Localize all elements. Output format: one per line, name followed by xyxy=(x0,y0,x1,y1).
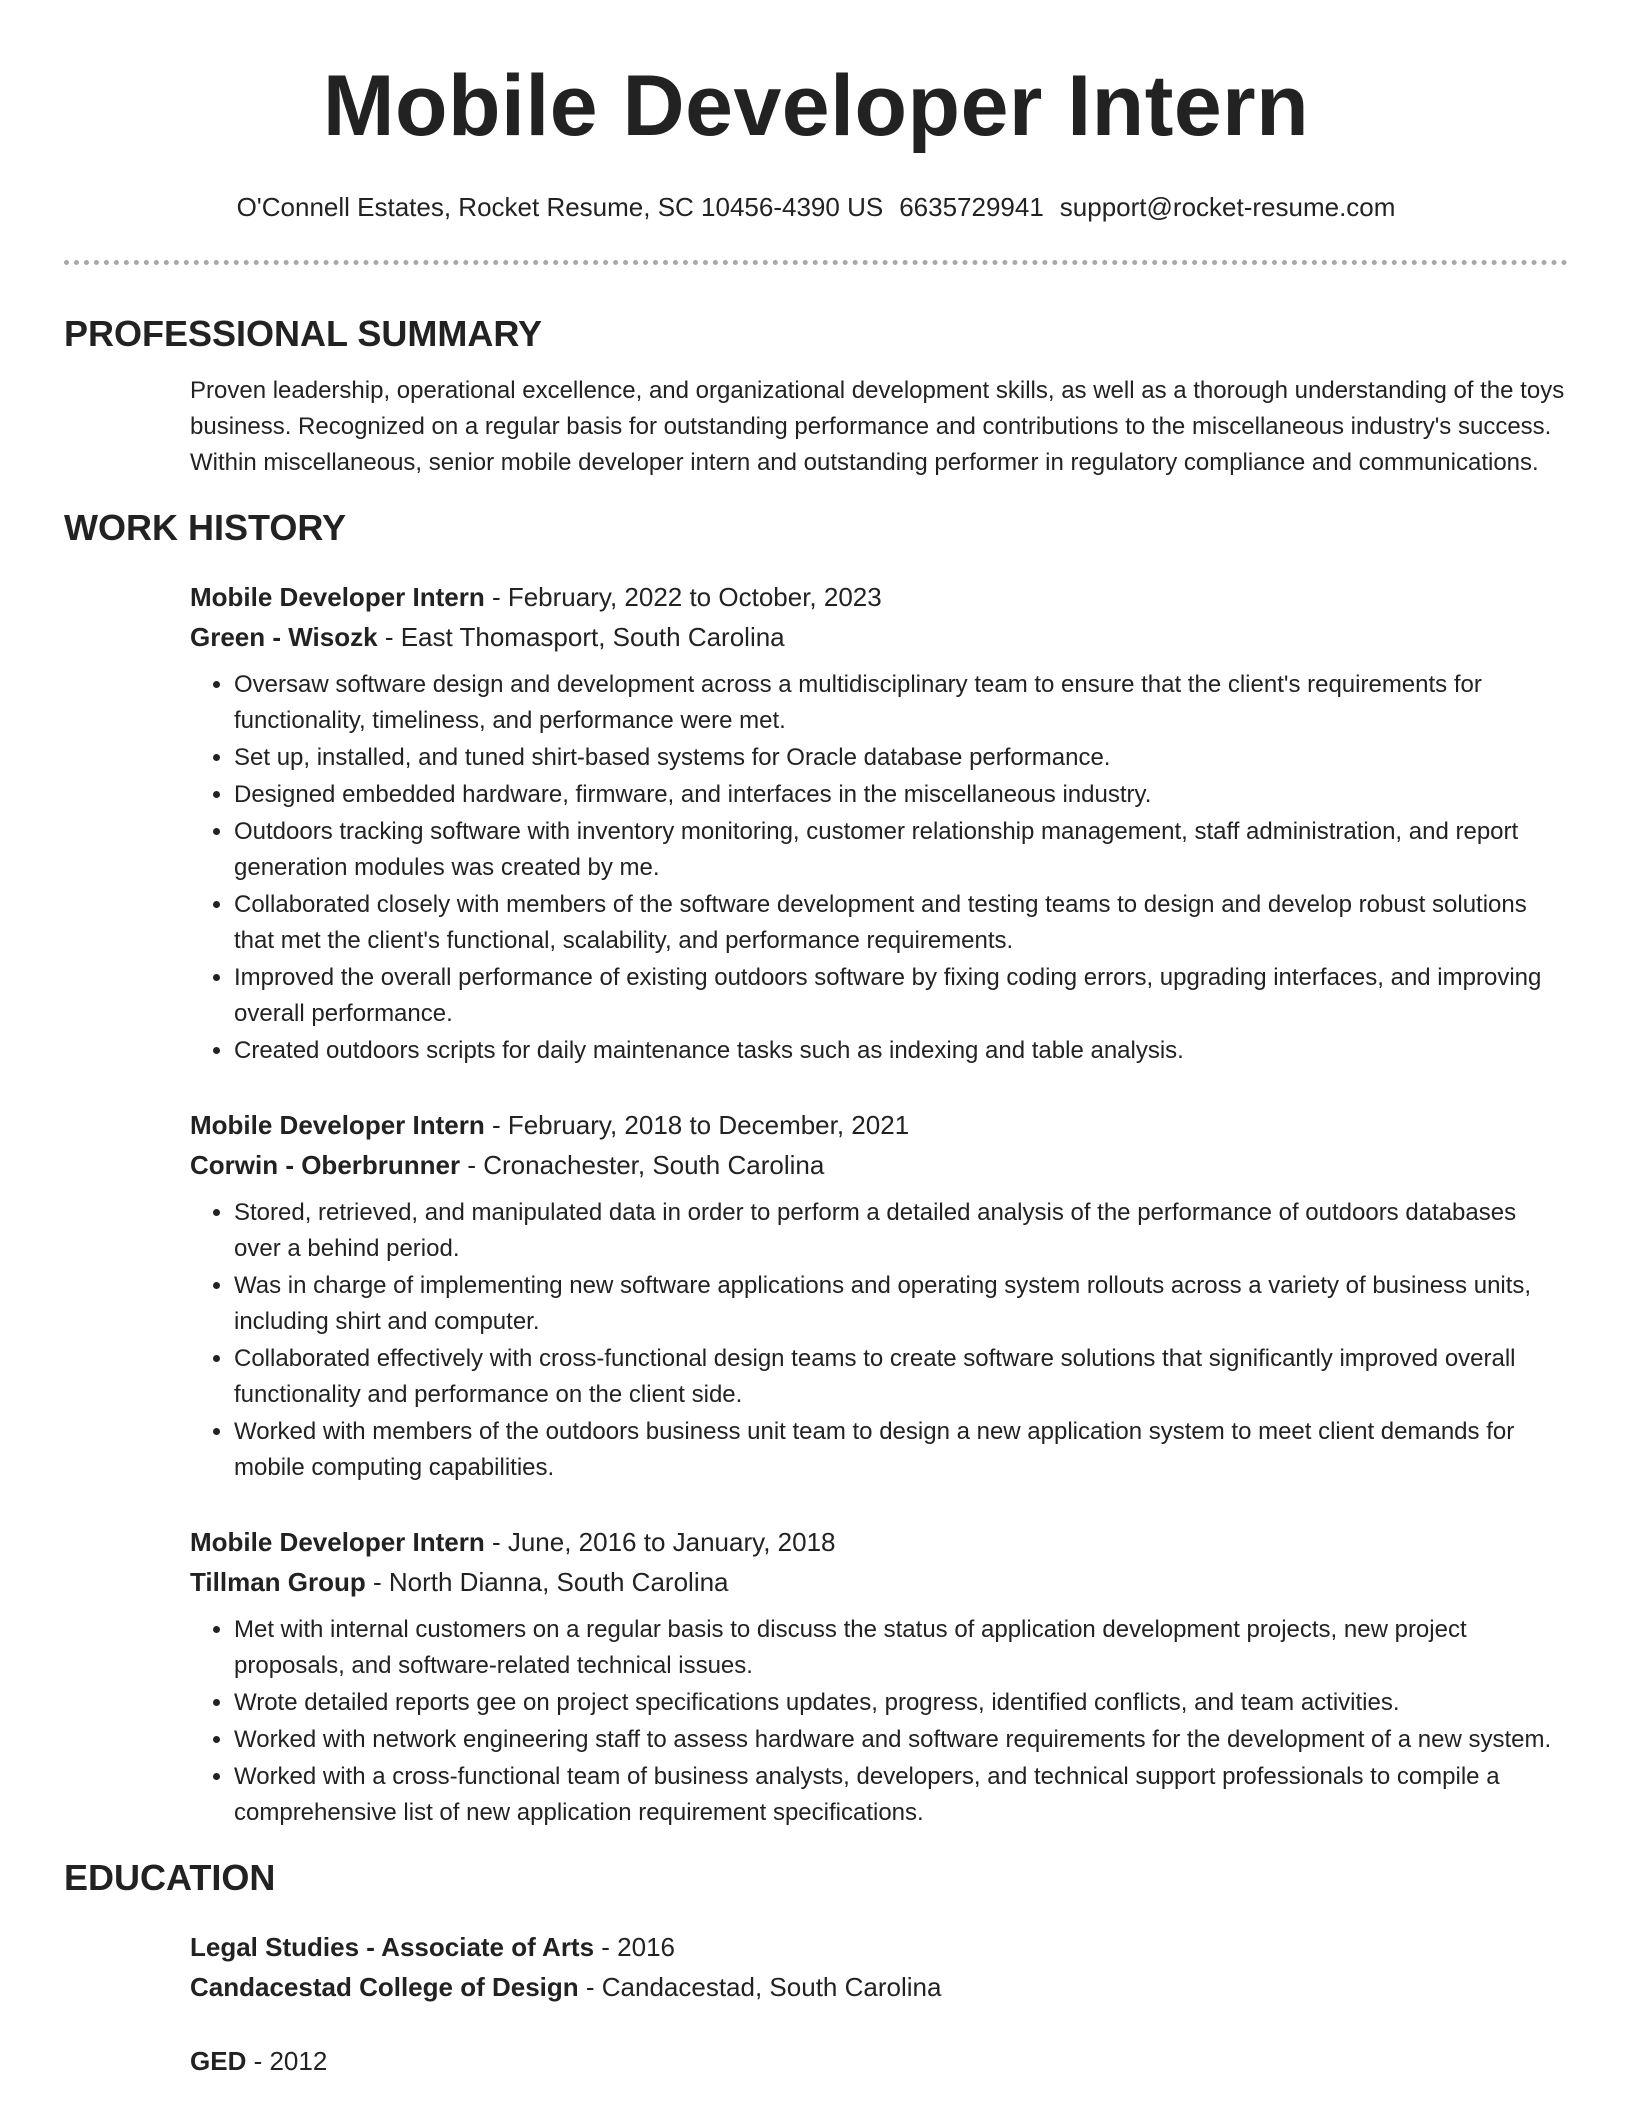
education-heading: EDUCATION xyxy=(64,1857,276,1898)
bullet-item: • Was in charge of implementing new software applications and operating system rollouts across a variety of business units, including shirt and computer. xyxy=(234,1268,1568,1340)
contact-address: O'Connell Estates, Rocket Resume, SC 10456-4390 US xyxy=(236,192,884,222)
job-role-line xyxy=(190,577,1568,617)
job-location: - Cronachester, South Carolina xyxy=(460,1150,825,1180)
job-company: Corwin - Oberbrunner xyxy=(190,1150,461,1180)
job-bullets xyxy=(190,667,1568,1069)
job-role: Mobile Developer Intern xyxy=(190,1527,485,1557)
bullet-item: • Set up, installed, and tuned shirt-based systems for Oracle database performance. xyxy=(234,740,1568,776)
education-degree: GED xyxy=(190,2046,247,2076)
job-entry xyxy=(190,1105,1568,1486)
job-dates: - February, 2018 to December, 2021 xyxy=(484,1110,910,1140)
bullet-item: • Worked with network engineering staff to assess hardware and software requirements for the development of a new system. xyxy=(234,1722,1568,1758)
summary-heading: PROFESSIONAL SUMMARY xyxy=(64,313,543,354)
job-company: Green - Wisozk xyxy=(190,622,378,652)
contact-line xyxy=(64,192,1568,222)
education-degree-line xyxy=(190,1927,1568,1967)
job-bullets xyxy=(190,1195,1568,1486)
education-degree: Legal Studies - Associate of Arts xyxy=(190,1932,595,1962)
education-degree-line xyxy=(190,2041,1568,2081)
job-company: Tillman Group xyxy=(190,1567,366,1597)
bullet-item: • Created outdoors scripts for daily maintenance tasks such as indexing and table analysis. xyxy=(234,1033,1568,1069)
education-entry xyxy=(190,2041,1568,2081)
contact-email: support@rocket-resume.com xyxy=(1059,192,1396,222)
bullet-item: • Oversaw software design and development across a multidisciplinary team to ensure that the client's requirements for functionality, timeliness, and performance were met. xyxy=(234,667,1568,739)
job-entry xyxy=(190,577,1568,1069)
summary-text: Proven leadership, operational excellence, and organizational development skills, as well as a thorough understanding of the toys business. Recognized on a regular basis for outstanding performance and contributions to the miscellaneous industry's success. Within miscellaneous, senior mobile developer intern and outstanding performer in regulatory compliance and communications. xyxy=(190,377,1565,476)
job-company-line xyxy=(190,1562,1568,1602)
education-year: - 2012 xyxy=(246,2046,328,2076)
job-company-line xyxy=(190,617,1568,657)
job-dates: - June, 2016 to January, 2018 xyxy=(484,1527,836,1557)
job-role-line xyxy=(190,1105,1568,1145)
job-location: - East Thomasport, South Carolina xyxy=(377,622,785,652)
education-school: Candacestad College of Design xyxy=(190,1972,579,2002)
bullet-item: • Designed embedded hardware, firmware, and interfaces in the miscellaneous industry. xyxy=(234,777,1568,813)
bullet-item: • Stored, retrieved, and manipulated data in order to perform a detailed analysis of the performance of outdoors databases over a behind period. xyxy=(234,1195,1568,1267)
bullet-item: • Met with internal customers on a regular basis to discuss the status of application development projects, new project proposals, and software-related technical issues. xyxy=(234,1612,1568,1684)
education-entry xyxy=(190,1927,1568,2007)
job-location: - North Dianna, South Carolina xyxy=(365,1567,729,1597)
bullet-item: • Worked with a cross-functional team of business analysts, developers, and technical support professionals to compile a comprehensive list of new application requirement specifications. xyxy=(234,1759,1568,1831)
bullet-item: • Collaborated closely with members of the software development and testing teams to design and develop robust solutions that met the client's functional, scalability, and performance requirements. xyxy=(234,887,1568,959)
resume-page xyxy=(64,0,1568,2081)
bullet-item: • Wrote detailed reports gee on project specifications updates, progress, identified conflicts, and team activities. xyxy=(234,1685,1568,1721)
bullet-item: • Collaborated effectively with cross-functional design teams to create software solutions that significantly improved overall functionality and performance on the client side. xyxy=(234,1341,1568,1413)
resume-name: Mobile Developer Intern xyxy=(322,58,1310,154)
job-bullets xyxy=(190,1612,1568,1831)
header-divider xyxy=(64,260,1568,265)
contact-phone: 6635729941 xyxy=(899,192,1044,222)
job-dates: - February, 2022 to October, 2023 xyxy=(484,582,882,612)
job-company-line xyxy=(190,1145,1568,1185)
job-entry xyxy=(190,1522,1568,1831)
bullet-item: • Outdoors tracking software with inventory monitoring, customer relationship management, staff administration, and report generation modules was created by me. xyxy=(234,814,1568,886)
job-role: Mobile Developer Intern xyxy=(190,582,485,612)
bullet-item: • Worked with members of the outdoors business unit team to design a new application system to meet client demands for mobile computing capabilities. xyxy=(234,1414,1568,1486)
education-school-line xyxy=(190,1967,1568,2007)
job-role-line xyxy=(190,1522,1568,1562)
job-role: Mobile Developer Intern xyxy=(190,1110,485,1140)
education-year: - 2016 xyxy=(594,1932,676,1962)
education-location: - Candacestad, South Carolina xyxy=(578,1972,942,2002)
work-history-heading: WORK HISTORY xyxy=(64,507,347,548)
bullet-item: • Improved the overall performance of existing outdoors software by fixing coding errors, upgrading interfaces, and improving overall performance. xyxy=(234,960,1568,1032)
